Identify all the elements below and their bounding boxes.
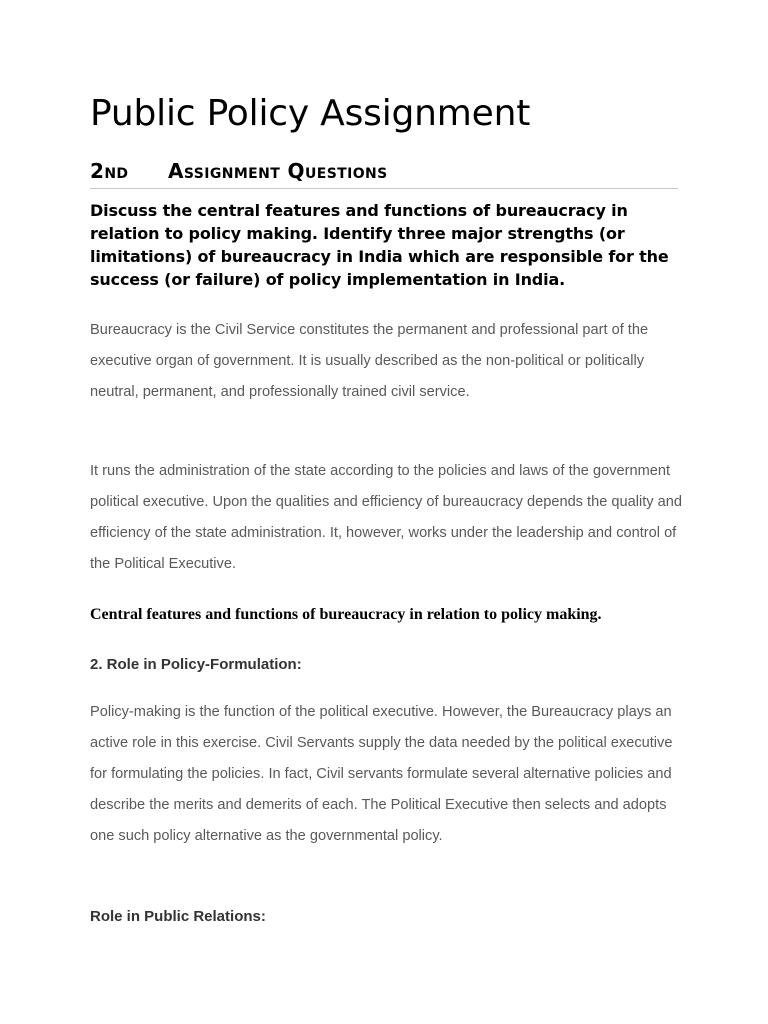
heading-central-features: Central features and functions of bureaucracy in relation to policy making.	[90, 606, 602, 623]
document-title: Public Policy Assignment	[90, 93, 531, 134]
paragraph-administration: It runs the administration of the state according to the policies and laws of the government political executive. Upon the qualities and efficiency of bureaucracy depends the quality and efficiency of the state administration. It, however, works under the leadership and control of the Political Executive.	[90, 463, 682, 572]
section-number: 2nd	[90, 159, 129, 183]
section-heading	[90, 158, 678, 189]
paragraph-policy-making: Policy-making is the function of the political executive. However, the Bureaucracy plays an active role in this exercise. Civil Servants supply the data needed by the political executive for formulating the policies. In fact, Civil servants formulate several alternative policies and describe the merits and demerits of each. The Political Executive then selects and adopts one such policy alternative as the governmental policy.	[90, 704, 673, 844]
assignment-question: Discuss the central features and functions of bureaucracy in relation to policy making. Identify three major strengths (or limitations) of bureaucracy in India which are responsible for the success (or failure) of policy implementation in India.	[90, 201, 669, 289]
heading-role-policy-formulation: 2. Role in Policy-Formulation:	[90, 656, 302, 673]
heading-role-public-relations: Role in Public Relations:	[90, 908, 266, 925]
section-label: Assignment Questions	[168, 159, 388, 183]
paragraph-bureaucracy-definition: Bureaucracy is the Civil Service constitutes the permanent and professional part of the executive organ of government. It is usually described as the non-political or politically neutral, permanent, and professionally trained civil service.	[90, 322, 649, 400]
